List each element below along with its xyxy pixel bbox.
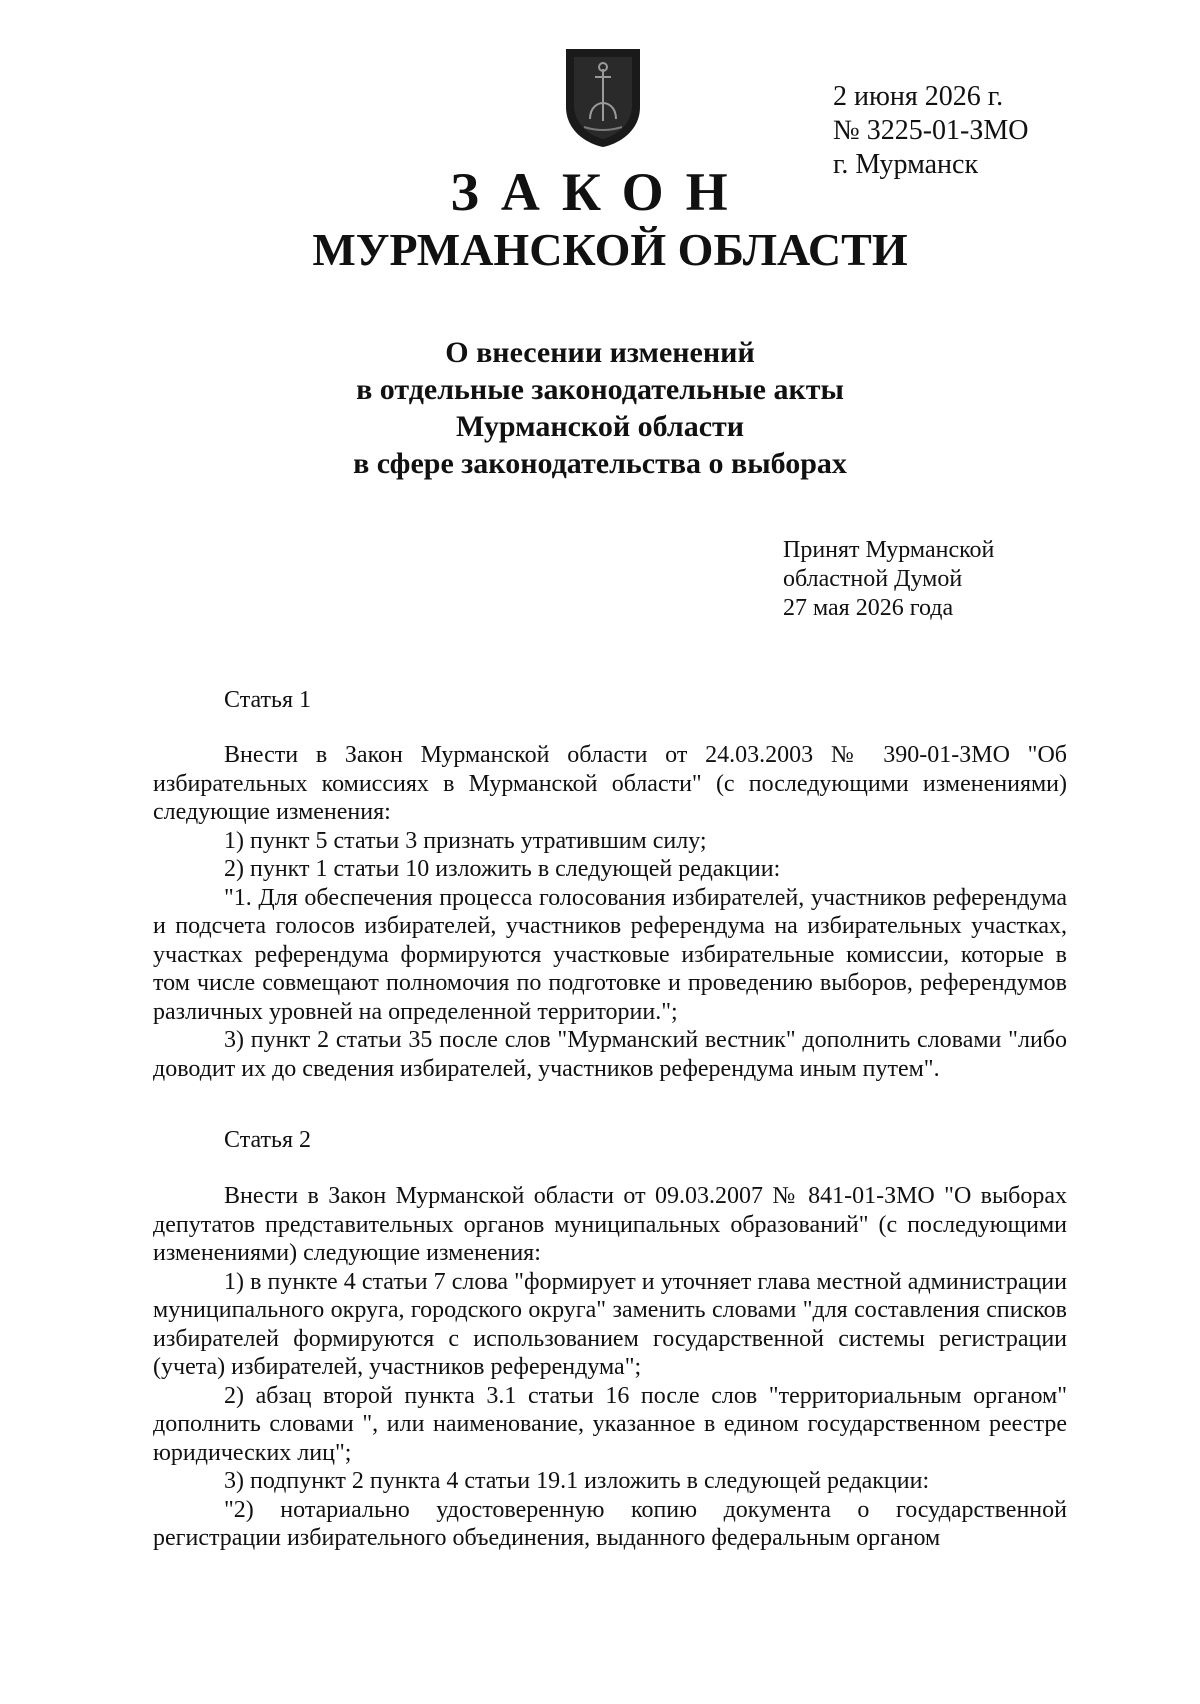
article-paragraph: Внести в Закон Мурманской области от 24.03.2003 № 390-01-ЗМО "Об избирательных комиссиях в Мурманской области" (с последующими изменениями) следующие изменения:: [153, 742, 1067, 825]
title-line: Мурманской области: [455, 410, 745, 443]
article-paragraph: Внести в Закон Мурманской области от 09.03.2007 № 841-01-ЗМО "О выборах депутатов представительных органов муниципальных образований" (с последующими изменениями) следующие изменения:: [153, 1183, 1067, 1266]
law-title: [0, 334, 1200, 482]
article-2-heading: Статья 2: [224, 1127, 311, 1153]
adoption-note: [783, 536, 994, 623]
article-paragraph: 1) пункт 5 статьи 3 признать утратившим силу;: [224, 827, 707, 854]
article-1-heading: Статья 1: [224, 687, 311, 713]
law-city: г. Мурманск: [833, 149, 979, 180]
article-paragraph: "2) нотариально удостоверенную копию документа о государственной регистрации избирательного объединения, выданного федеральным органом: [153, 1496, 1067, 1551]
law-date: 2 июня 2026 г.: [833, 81, 1004, 112]
law-number: № 3225-01-ЗМО: [833, 115, 1029, 146]
title-line: в сфере законодательства о выборах: [353, 447, 847, 480]
article-paragraph: 2) пункт 1 статьи 10 изложить в следующей редакции:: [224, 856, 781, 882]
article-paragraph: 3) пункт 2 статьи 35 после слов "Мурманский вестник" дополнить словами "либо доводит их до сведения избирателей, участников референдума иным путем".: [153, 1027, 1067, 1082]
article-paragraph: 2) абзац второй пункта 3.1 статьи 16 после слов "территориальным органом" дополнить словами ", или наименование, указанное в едином государственном реестре юридических лиц";: [153, 1382, 1067, 1466]
article-1-body: [153, 741, 1067, 1083]
title-line: в отдельные законодательные акты: [356, 373, 844, 406]
adoption-line: областной Думой: [783, 566, 963, 592]
article-paragraph: 3) подпункт 2 пункта 4 статьи 19.1 изложить в следующей редакции:: [224, 1468, 930, 1494]
law-heading: ЗАКОН: [450, 162, 750, 222]
coat-of-arms-icon: [560, 45, 646, 149]
article-paragraph: 1) в пункте 4 статьи 7 слова "формирует и уточняет глава местной администрации муниципального округа, городского округа" заменить словами "для составления списков избирателей формируются с использованием государственной системы регистрации (учета) избирателей, участников референдума";: [153, 1268, 1067, 1380]
article-2-body: [153, 1182, 1067, 1553]
title-line: О внесении изменений: [445, 336, 755, 369]
article-paragraph: "1. Для обеспечения процесса голосования избирателей, участников референдума и подсчета голосов избирателей, участников референдума на избирательных участках, участках референдума формируются участковые избирательные комиссии, которые в том числе совмещают полномочия по подготовке и проведению выборов, референдумов различных уровней на определенной территории.";: [153, 884, 1067, 1025]
adoption-line: 27 мая 2026 года: [783, 595, 954, 621]
adoption-line: Принят Мурманской: [783, 537, 995, 563]
law-region-heading: МУРМАНСКОЙ ОБЛАСТИ: [312, 224, 908, 275]
